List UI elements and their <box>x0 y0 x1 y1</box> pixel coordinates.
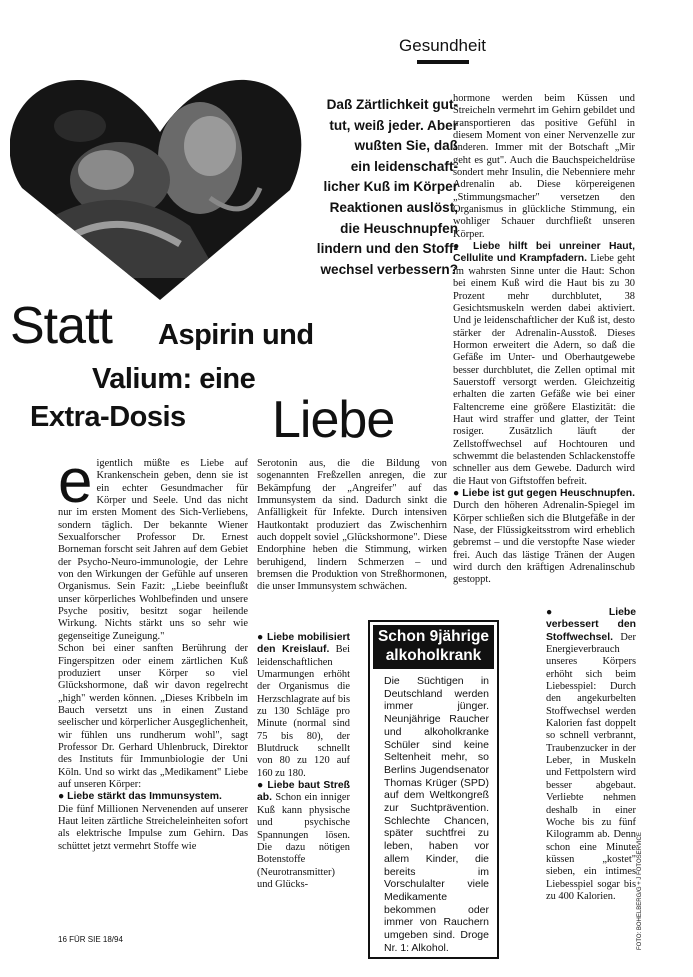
column-2-top <box>257 458 447 594</box>
subheading: ● Liebe hilft bei unreiner Haut, Cellulite und Krampfadern. <box>453 241 635 265</box>
box-text: Die Süchtigen in Deutschland werden immer jünger. Neunjährige Raucher und alkoholkranke Schüler sind keine Seltenheit mehr, so Berlins Jugendsenator Thomas Krüger (SPD) auf dem Weltkongreß zur Suchtprävention. Schlechte Chancen, später suchtfrei zu leben, haben vor allem Kinder, die bereits im Vorschulalter viele Medikamente bekommen oder immer von Rauchern umgeben sind. Droge Nr. 1: Alkohol. <box>384 675 489 954</box>
column-1 <box>58 447 248 853</box>
intro-line: ein leidenschaft- <box>350 158 458 174</box>
section-title: Gesundheit <box>399 36 486 55</box>
paragraph: Schon ein inniger Kuß kann physische und psychische Spannungen lösen. Die dazu nötigen Botenstoffe (Neurotransmitter) und Glücks- <box>257 792 350 890</box>
photo-credit-text: FOTO: BOHELBERG/G + J FOTOSERVICE <box>637 832 643 950</box>
drop-cap: e <box>58 447 93 516</box>
intro-line: tut, weiß jeder. Aber <box>329 117 458 133</box>
sidebar-box <box>368 620 499 959</box>
headline-liebe: Liebe <box>272 391 395 449</box>
paragraph: Der Energieverbrauch unseres Körpers erhöht sich beim Liebesspiel: Durch den angekurbelten Stoffwechsel werden Kalorien fast doppelt so schnell verbrannt, Traubenzucker in der Leber, in Muskeln und Fettpolstern wird besser abgebaut. Verliebte nehmen deshalb in einer Woche bis zu fünf Kilogramm ab. Denn schon eine Minute küssen „kostet" sieben, ein intimes Liebesspiel sogar bis zu 400 Kalorien. <box>546 631 636 902</box>
box-title-line: Schon 9jährige <box>377 628 490 645</box>
intro-line: wechsel verbessern? <box>320 261 458 277</box>
intro-line: Reaktionen auslöst, <box>329 199 458 215</box>
paragraph: hormone werden beim Küssen und Streicheln vermehrt im Gehirn gebildet und transportieren das positive Gefühl in diesem Moment von einer Nervenzelle zur anderen. Immer mit der Botschaft „Mir geht es gut". Auch die Bauchspeicheldrüse sondert mehr Insulin, die Nebenniere mehr Adrenalin ab. Diese körpereigenen „Stimmungsmacher" versetzen den Organismus in glückliche Stimmung, ein wohliger Schauer durchfließt unseren Körper. <box>453 93 635 240</box>
column-2-narrow <box>257 632 350 891</box>
photo-credit <box>637 780 651 950</box>
subheading: ● Liebe stärkt das Immunsystem. <box>58 791 222 803</box>
paragraph: Schon bei einer sanften Berührung der Fingerspitzen oder einem zärtlichen Kuß produziert unser Körper so viel Glückshormone, daß wir davon regelrecht „high" werden können. „Dieses Kribbeln im Bauch versetzt uns in einen Zustand seelischer und körperlicher Ausgeglichenheit, wir fühlen uns rundherum wohl", sagt Professor Dr. Gerhard Uhlenbruck, Direktor des Instituts für Immunbiologie der Uni Köln. Und so wirkt das „Medikament" Liebe auf unseren Körper: <box>58 643 248 790</box>
paragraph: igentlich müßte es Liebe auf Krankenschein geben, denn sie ist ein echter Gesundmacher für Körper und Seele. Und das nicht nur im ersten Moment des Sich-Verliebens, sondern täglich. Der bekannte Wiener Sexualforscher Professor Dr. Ernest Borneman forscht seit Jahren auf dem Gebiet der Psycho-Neuro-immunologie, der Lehre von den Wirkungen der Gefühle auf unseren Organismus. Sein Fazit: „Liebe beeinflußt unser körperliches Wohlbefinden und unsere Psyche positiv, besitzt sogar heilende Wirkung. Nichts stärkt uns so sehr wie gegenseitige Zuneigung." <box>58 458 248 642</box>
paragraph: Liebe geht im wahrsten Sinne unter die Haut: Schon bei einem Kuß wird die Haut bis zu 30 Prozent mehr durchblutet, 38 Gesichtsmuskeln werden dabei aktiviert. Und je leidenschaftlicher der Kuß ist, desto stärker der Adrenalin-Ausstoß. Dieses Hormon erweitert die Adern, so daß die Gefäße im Unter- und Oberhautgewebe besser durchblutet, die Zellen optimal mit Sauerstoff versorgt werden. Gleichzeitig erhalten die zarten Gefäße wie bei einer Faltencreme eine größere Elastizität: die Haut wird straffer und glatter, der Teint rosiger. Zusätzlich läuft der Zellstoffwechsel auf Hochtouren und schwemmt die belastenden Schlackenstoffe schneller aus dem Gewebe. Dadurch wird die Haut von Giftstoffen befreit. <box>453 253 635 487</box>
paragraph: Serotonin aus, die die Bildung von sogenannten Freßzellen anregen, die zur Bekämpfung der „Angreifer" auf das Immunsystem da sind. Dadurch sinkt die Anfälligkeit für Infekte. Durch intensiven Hautkontakt produziert das Zwischenhirn auch doppelt soviel „Glückshormone". Diese Endorphine heben die Stimmung, wirken beruhigend, lindern Schmerzen – und bremsen die Produktion von Streßhormonen, die unser Immunsystem schwächen. <box>257 458 447 593</box>
intro-teaser <box>258 95 458 280</box>
intro-line: lindern und den Stoff- <box>316 241 458 257</box>
column-3 <box>453 93 635 587</box>
paragraph: Durch den höheren Adrenalin-Spiegel im Körper schließen sich die Blutgefäße in der Nase, der Flüssigkeitsstrom wird erheblich gebremst – und die verstopfte Nase wieder frei. Auch das lästige Tränen der Augen wird durch den kräftigen Adrenalinschub gestoppt. <box>453 500 635 586</box>
subheading: ● Liebe ist gut gegen Heuschnupfen. <box>453 488 635 499</box>
headline-statt: Statt <box>10 297 112 355</box>
column-3-narrow <box>546 607 636 903</box>
section-bar <box>417 60 469 64</box>
paragraph: Die fünf Millionen Nervenenden auf unserer Haut leiten zärtliche Streicheleinheiten sofort als elektrische Impulse zum Gehirn. Das schüttet jetzt vermehrt Stoffe wie <box>58 803 248 852</box>
subheading: ● Liebe verbessert den Stoffwechsel. <box>546 607 636 643</box>
intro-line: licher Kuß im Körper <box>323 179 458 195</box>
intro-line: Daß Zärtlichkeit gut- <box>326 97 458 112</box>
subheading: ● Liebe baut Streß ab. <box>257 780 350 804</box>
box-title-line: alkoholkrank <box>385 647 482 664</box>
headline-extra: Extra-Dosis <box>30 401 186 433</box>
intro-line: wußten Sie, daß <box>354 138 458 154</box>
box-title <box>373 625 494 669</box>
headline-aspirin: Aspirin und <box>158 319 314 351</box>
paragraph: Bei leidenschaftlichen Umarmungen erhöht der Organismus die Herzschlagrate auf bis zu 130 Schläge pro Minute (normal sind 75 bis 80), der Blutdruck schnellt von 80 zu 120 auf 160 zu 180. <box>257 644 350 779</box>
page-footer: 16 FÜR SIE 18/94 <box>58 935 123 944</box>
subheading: ● Liebe mobilisiert den Kreislauf. <box>257 632 350 656</box>
intro-line: die Heuschnupfen <box>340 220 458 236</box>
headline-valium: Valium: eine <box>92 363 256 395</box>
